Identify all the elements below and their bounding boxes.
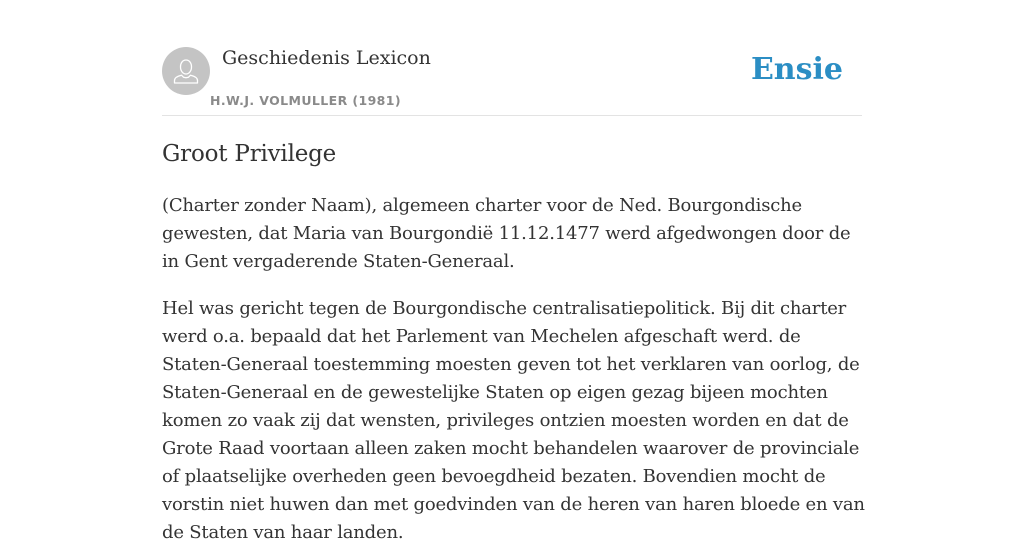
avatar[interactable] — [162, 47, 210, 95]
article-paragraph: Hel was gericht tegen de Bourgondische centralisatiepolitick. Bij dit charter werd o.a. bepaald dat het Parlement van Mechelen afgeschaft werd. de Staten-Generaal toestemming moesten geven tot het verklaren van oorlog, de Staten-Generaal en de gewestelijke Staten op eigen gezag bijeen mochten komen zo vaak zij dat wensten, privileges ontzien moesten worden en dat de Grote Raad voortaan alleen zaken mocht behandelen waarover de provinciale of plaatselijke overheden geen bevoegdheid bezaten. Bovendien mocht de vorstin niet huwen dan met goedvinden van de heren van haren bloede en van de Staten van haar landen. — [162, 298, 865, 543]
ensie-logo[interactable]: Ensie — [750, 52, 843, 87]
article-title: Groot Privilege — [162, 141, 337, 167]
user-icon — [171, 56, 201, 86]
header — [162, 46, 862, 116]
article-paragraph: (Charter zonder Naam), algemeen charter voor de Ned. Bourgondische gewesten, dat Maria van Bourgondië 11.12.1477 werd afgedwongen door de in Gent vergaderende Staten-Generaal. — [162, 195, 851, 272]
article — [162, 138, 866, 547]
lexicon-title[interactable]: Geschiedenis Lexicon — [222, 47, 431, 69]
author-label[interactable]: H.W.J. VOLMULLER (1981) — [210, 93, 401, 108]
header-divider — [162, 115, 862, 116]
